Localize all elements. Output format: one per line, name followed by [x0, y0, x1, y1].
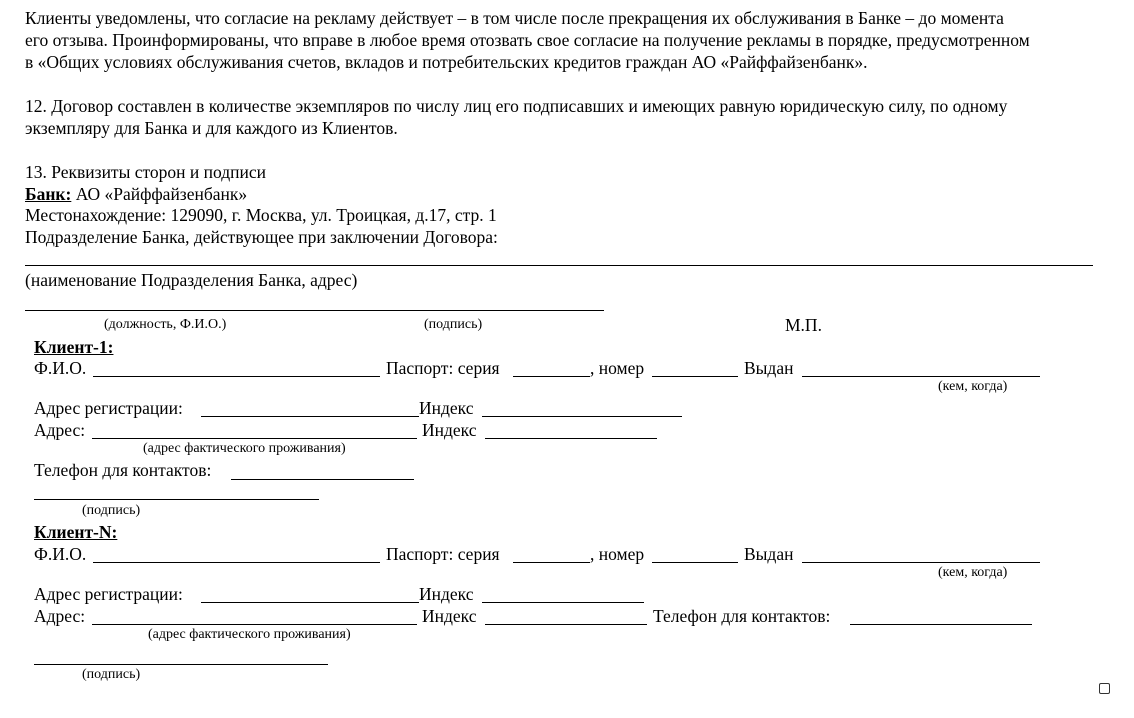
clientN-passport-number-field[interactable]	[652, 562, 738, 563]
clientN-reg-address-label: Адрес регистрации:	[34, 584, 183, 604]
clause12-line-2: экземпляру для Банка и для каждого из Клиентов.	[25, 118, 398, 138]
client1-index2-label: Индекс	[422, 420, 477, 440]
clientN-fio-label: Ф.И.О.	[34, 544, 87, 564]
client1-passport-series-field[interactable]	[513, 376, 590, 377]
bank-location: Местонахождение: 129090, г. Москва, ул. Троицкая, д.17, стр. 1	[25, 205, 497, 225]
clientN-fio-field[interactable]	[93, 562, 380, 563]
clientN-reg-address-field[interactable]	[201, 602, 419, 603]
client1-signature-line[interactable]	[34, 499, 319, 500]
consent-line-1: Клиенты уведомлены, что согласие на рекламу действует – в том числе после прекращения их обслуживания в Банке – до момента	[25, 8, 1004, 28]
client1-signature-hint: (подпись)	[82, 503, 141, 518]
clientN-signature-hint: (подпись)	[82, 667, 141, 682]
clientN-index2-label: Индекс	[422, 606, 477, 626]
bank-signature-hint: (подпись)	[424, 317, 483, 332]
consent-line-2: его отзыва. Проинформированы, что вправе в любое время отозвать свое согласие на получение рекламы в порядке, предусмотренном	[25, 30, 1030, 50]
client1-title: Клиент-1:	[34, 337, 114, 357]
client1-address-hint: (адрес фактического проживания)	[143, 441, 346, 456]
clientN-passport-label: Паспорт: серия	[386, 544, 500, 564]
bank-name: АО «Райффайзенбанк»	[75, 184, 248, 204]
clientN-passport-series-field[interactable]	[513, 562, 590, 563]
client1-phone-field[interactable]	[231, 479, 414, 480]
clientN-issued-hint: (кем, когда)	[938, 565, 1008, 580]
client1-issued-label: Выдан	[744, 358, 794, 378]
stamp-label: М.П.	[785, 315, 822, 335]
clientN-title: Клиент-N:	[34, 522, 118, 542]
position-hint: (должность, Ф.И.О.)	[104, 317, 227, 332]
client1-index1-label: Индекс	[419, 398, 474, 418]
clientN-index1-field[interactable]	[482, 602, 644, 603]
clientN-phone-label: Телефон для контактов:	[653, 606, 831, 626]
client1-number-label: , номер	[590, 358, 645, 378]
client1-index1-field[interactable]	[482, 416, 682, 417]
client1-index2-field[interactable]	[485, 438, 657, 439]
clientN-address-field[interactable]	[92, 624, 417, 625]
bank-signatory-line[interactable]	[25, 310, 604, 311]
client1-address-field[interactable]	[92, 438, 417, 439]
clientN-index1-label: Индекс	[419, 584, 474, 604]
bank-row	[25, 183, 247, 205]
client1-address-label: Адрес:	[34, 420, 86, 440]
corner-checkbox[interactable]	[1099, 683, 1110, 694]
clientN-issued-field[interactable]	[802, 562, 1040, 563]
clientN-address-hint: (адрес фактического проживания)	[148, 627, 351, 642]
consent-line-3: в «Общих условиях обслуживания счетов, вкладов и потребительских кредитов граждан АО «Райффайзенбанк».	[25, 52, 868, 72]
client1-passport-number-field[interactable]	[652, 376, 738, 377]
bank-label: Банк:	[25, 184, 72, 204]
clientN-phone-field[interactable]	[850, 624, 1032, 625]
client1-passport-label: Паспорт: серия	[386, 358, 500, 378]
client1-issued-field[interactable]	[802, 376, 1040, 377]
client1-reg-address-label: Адрес регистрации:	[34, 398, 183, 418]
clientN-number-label: , номер	[590, 544, 645, 564]
clientN-address-label: Адрес:	[34, 606, 86, 626]
bank-division-label: Подразделение Банка, действующее при заключении Договора:	[25, 227, 498, 247]
clause13-heading: 13. Реквизиты сторон и подписи	[25, 162, 267, 182]
client1-reg-address-field[interactable]	[201, 416, 419, 417]
division-name-line[interactable]	[25, 265, 1093, 266]
client1-phone-label: Телефон для контактов:	[34, 460, 212, 480]
clientN-index2-field[interactable]	[485, 624, 647, 625]
division-hint: (наименование Подразделения Банка, адрес)	[25, 270, 358, 290]
clause12-line-1: 12. Договор составлен в количестве экземпляров по числу лиц его подписавших и имеющих равную юридическую силу, по одному	[25, 96, 1008, 116]
clientN-issued-label: Выдан	[744, 544, 794, 564]
clientN-signature-line[interactable]	[34, 664, 328, 665]
client1-fio-label: Ф.И.О.	[34, 358, 87, 378]
client1-issued-hint: (кем, когда)	[938, 379, 1008, 394]
client1-fio-field[interactable]	[93, 376, 380, 377]
